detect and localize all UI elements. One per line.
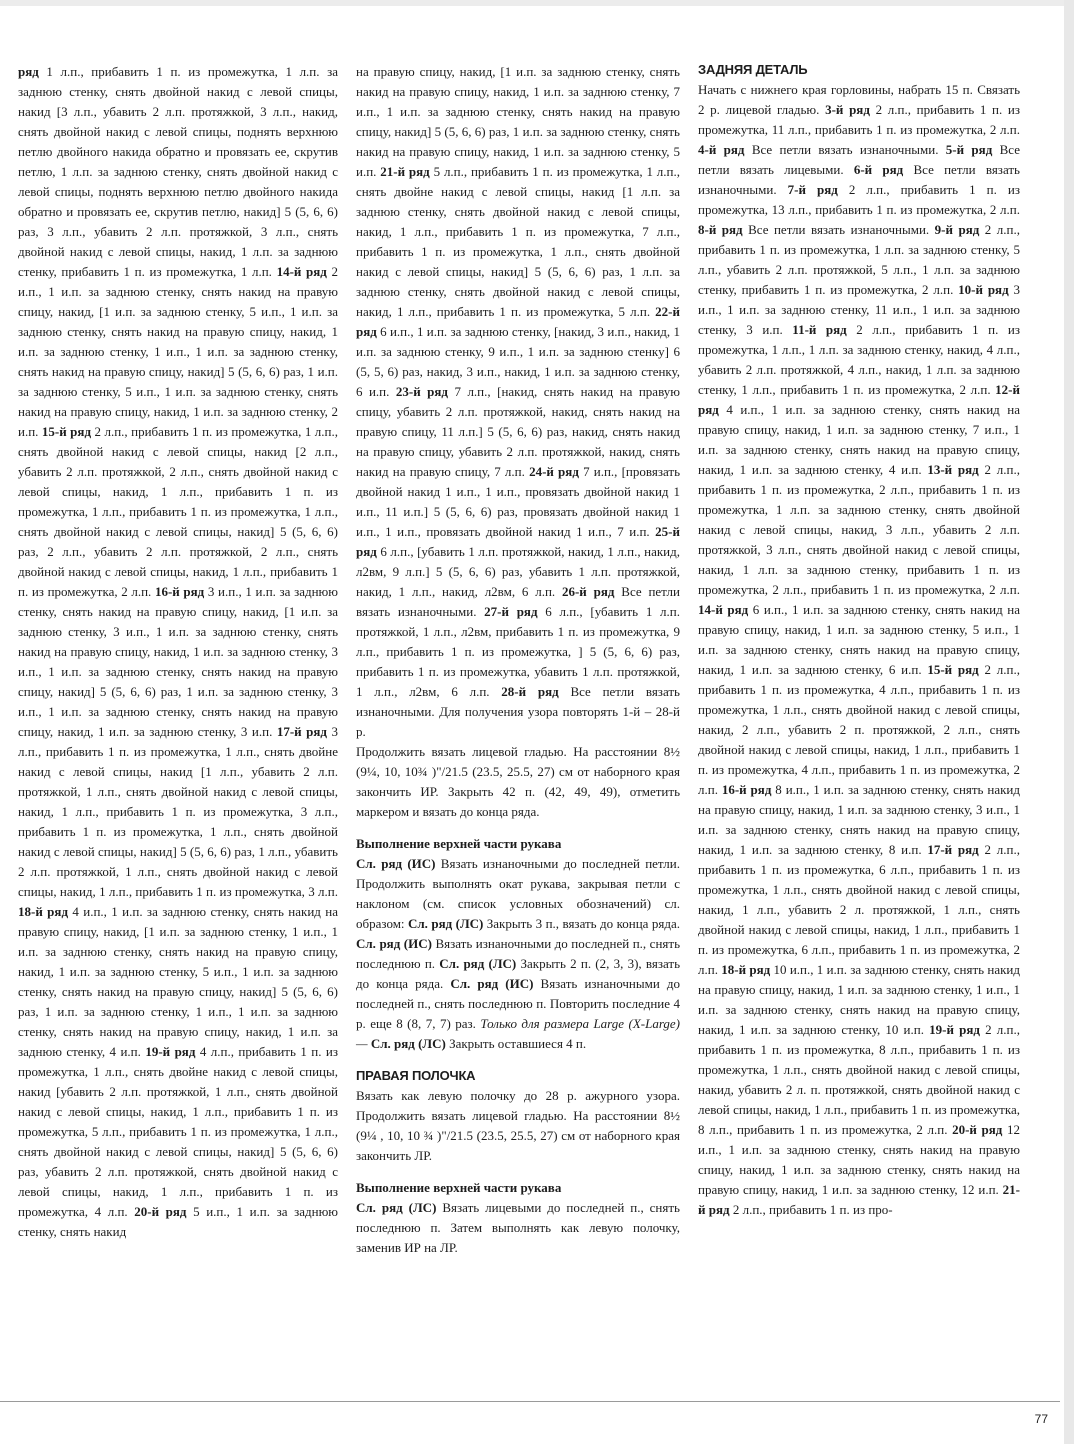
row-label: 19-й ряд — [929, 1022, 980, 1037]
row-label: 15-й ряд — [41, 424, 92, 439]
instruction-text: 12 и.п., 1 и.п. за заднюю стенку, снять накид на правую спицу, накид, 1 и.п. за заднюю стенку, снять накид на правую спицу, накид, 1 и.п. за заднюю стенку, 12 и.п. — [698, 1122, 1020, 1197]
back-piece-paragraph — [698, 80, 1020, 1220]
instruction-text: 6 и.п., 1 и.п. за заднюю стенку, снять накид на правую спицу, накид, 1 и.п. за заднюю стенку, 5 и.п., 1 и.п. за заднюю стенку, снять накид на правую спицу, накид, 1 и.п. за заднюю стенку, 6 и.п. — [698, 602, 1020, 677]
instruction-text: Начать с нижнего края горловины, набрать 15 п. Связать 2 р. лицевой гладью. — [698, 82, 1020, 117]
row-label: Сл. ряд (ИС) — [450, 976, 534, 991]
instruction-text: 2 л.п., прибавить 1 п. из промежутка, 1 л.п., 1 л.п. за заднюю стенку, накид, 4 л.п., убавить 2 л.п. протяжкой, 4 л.п., накид, 1 л.п. за заднюю стенку, 1 л.п., прибавить 1 п. из промежутка, 2 л.п. — [698, 322, 1020, 397]
row-label: 17-й ряд — [927, 842, 979, 857]
instruction-text: 6 л.п., [убавить 1 л.п. протяжкой, 1 л.п., л2вм, прибавить 1 п. из промежутка, 9 л.п., прибавить 1 п. из промежутка, ] 5 (5, 6, 6) раз, прибавить 1 п. из промежутка, убавить 1 л.п. протяжкой, 1 л.п., л2вм, 6 л.п. — [356, 604, 680, 699]
instruction-text: Вязать изнаночными до последней петли. Продолжить выполнять окат рукава, закрывая петли с наклоном (см. список условных обозначений) сл. образом: — [356, 856, 680, 931]
instruction-text: на правую спицу, накид, [1 и.п. за заднюю стенку, снять накид на правую спицу, накид, 1 и.п. за заднюю стенку, 7 и.п., 1 и.п. за заднюю стенку, снять накид на правую спицу, накид] 5 (5, 6, 6) раз, 1 и.п. за заднюю стенку, снять накид на правую спицу, накид, 1 и.п. за заднюю стенку, 5 и.п. — [356, 64, 680, 179]
instruction-text: 2 л.п., прибавить 1 п. из промежутка, 1 л.п., снять двойной накид с левой спицы, накид [2 л.п., убавить 2 л.п. протяжкой, 2 л.п., снять двойной накид с левой спицы, накид, 1 л.п., прибавить 1 п. из промежутка, 1 л.п., прибавить 1 п. из промежутка, 1 л.п., снять двойной накид с левой спицы, накид] 5 (5, 6, 6) раз, 2 л.п., убавить 2 л.п. протяжкой, 2 л.п., снять двойной накид с левой спицы, накид, 1 л.п., прибавить 1 п. из промежутка, 2 л.п. — [18, 424, 338, 599]
instruction-text: 3 и.п., 1 и.п. за заднюю стенку, 11 и.п., 1 и.п. за заднюю стенку, 3 и.п. — [698, 282, 1021, 337]
row-label: 14-й ряд — [698, 602, 749, 617]
row-label: 21-й ряд — [698, 1182, 1020, 1217]
row-label: 24-й ряд — [529, 464, 579, 479]
row-label: 18-й ряд — [721, 962, 771, 977]
instruction-text: 3 л.п., прибавить 1 п. из промежутка, 1 л.п., снять двойне накид с левой спицы, накид [1 л.п., убавить 2 л.п. протяжкой, 1 л.п., снять двойной накид с левой спицы, накид, 1 л.п., прибавить 1 п. из промежутка, 3 л.п., прибавить 1 п. из промежутка, 1 л.п., снять двойной накид с левой спицы, накид] 5 (5, 6, 6) раз, 1 л.п., убавить 2 л.п. протяжкой, 1 л.п., снять двойной накид с левой спицы, накид, 1 л.п., прибавить 1 п. из промежутка, 3 л.п. — [18, 724, 338, 899]
row-label: 14-й ряд — [276, 264, 327, 279]
row-label: Сл. ряд (ЛС) — [439, 956, 517, 971]
row-label: Сл. ряд (ЛС) — [407, 916, 484, 931]
row-label: 26-й ряд — [561, 584, 615, 599]
row-label: 28-й ряд — [501, 684, 559, 699]
instruction-text: 10 и.п., 1 и.п. за заднюю стенку, снять накид на правую спицу, накид, 1 и.п. за заднюю стенку, 1 и.п., 1 и.п. за заднюю стенку, снять накид на правую спицу, накид, 1 и.п. за заднюю стенку, 10 и.п. — [698, 962, 1020, 1037]
instruction-text: Вязать изнаночными до последней п., снять последнюю п. — [356, 936, 680, 971]
instruction-text: 2 л.п., прибавить 1 п. из промежутка, 13 л.п., прибавить 1 п. из промежутка, 2 л.п. — [698, 182, 1020, 217]
row-label: 20-й ряд — [952, 1122, 1003, 1137]
instruction-text: 2 л.п., прибавить 1 п. из промежутка, 8 л.п., прибавить 1 п. из промежутка, 1 л.п., снять двойной накид с левой спицы, накид, убавить 2 л. п. протяжкой, снять двойной накид с левой спицы, накид, 1 л.п., прибавить 1 п. из промежутка, 8 л.п., прибавить 1 п. из промежутка, 2 л.п. — [698, 1022, 1020, 1137]
instruction-text: 4 л.п., прибавить 1 п. из промежутка, 1 л.п., снять двойне накид с левой спицы, накид [убавить 2 л.п. протяжкой, 1 л.п., снять двойной накид с левой спицы, накид, 1 л.п., прибавить 1 п. из промежутка, 5 л.п., прибавить 1 п. из промежутка, 1 л.п., снять двойной накид с левой спицы, накид] 5 (5, 6, 6) раз, убавить 2 л.п. протяжкой, снять двойной накид с левой спицы, накид, 1 л.п., прибавить 1 п. из промежутка, 4 л.п. — [18, 1044, 338, 1219]
text-column-2 — [356, 62, 680, 1258]
row-label: Сл. ряд (ИС) — [356, 856, 436, 871]
instruction-text: 2 л.п., прибавить 1 п. из промежутка, 4 л.п., прибавить 1 п. из промежутка, 1 л.п., снять двойной накид с левой спицы, накид, 2 л.п., убавить 2 п. протяжкой, 2 л.п., снять двойной накид с левой спицы, накид, 1 л.п., прибавить 1 п. из промежутка, 4 л.п., прибавить 1 п. из промежутка, 2 л.п. — [698, 662, 1020, 797]
row-label: 10-й ряд — [958, 282, 1009, 297]
instruction-text: Все петли вязать изнаночными. — [744, 142, 946, 157]
continue-paragraph: Продолжить вязать лицевой гладью. На расстоянии 8½ (9¼, 10, 10¾ )"/21.5 (23.5, 25.5, 27) см от наборного края закончить ИР. Закрыть 42 п. (42, 49, 49), отметить маркером и вязать до конца ряда. — [356, 744, 680, 819]
row-label: 7-й ряд — [787, 182, 838, 197]
sleeve-paragraph-2 — [356, 1198, 680, 1258]
row-label: 25-й ряд — [356, 524, 680, 559]
row-label: 15-й ряд — [927, 662, 979, 677]
back-piece-title: ЗАДНЯЯ ДЕТАЛЬ — [698, 62, 808, 77]
instruction-text: 2 л.п., прибавить 1 п. из промежутка, 6 л.п., прибавить 1 п. из промежутка, 1 л.п., снять двойной накид с левой спицы, накид, 1 л.п., убавить 2 л. протяжкой, 1 л.п., снять двойной накид с левой спицы, накид, 1 л.п., прибавить 1 п. из промежутка, 6 л.п., прибавить 1 п. из промежутка, 2 л.п. — [698, 842, 1020, 977]
right-front-paragraph: Вязать как левую полочку до 28 р. ажурного узора. Продолжить вязать лицевой гладью. На расстоянии 8½ (9¼ , 10, 10 ¾ )"/21.5 (23.5, 25.5, 27) см от наборного края закончить ЛР. — [356, 1088, 680, 1163]
instruction-text: 5 и.п., 1 и.п. за заднюю стенку, снять накид — [18, 1204, 338, 1239]
row-label: 3-й ряд — [825, 102, 870, 117]
row-label: 5-й ряд — [945, 142, 993, 157]
instruction-text: Все петли вязать изнаночными. — [356, 584, 680, 619]
row-label: 19-й ряд — [145, 1044, 196, 1059]
instruction-text: 4 и.п., 1 и.п. за заднюю стенку, снять накид на правую спицу, накид, [1 и.п. за заднюю стенку, 1 и.п., 1 и.п. за заднюю стенку, снять накид на правую спицу, накид, 1 и.п. за заднюю стенку, 5 и.п., 1 и.п. за заднюю стенку, снять накид на правую спицу, накид] 5 (5, 6, 6) раз, 1 и.п. за заднюю стенку, 1 и.п., 1 и.п. за заднюю стенку, снять накид на правую спицу, накид, 1 и.п. за заднюю стенку, 4 и.п. — [18, 904, 338, 1059]
row-label: 21-й ряд — [380, 164, 430, 179]
instruction-text: Вязать лицевыми до последней п., снять последнюю п. Затем выполнять как левую полочку, заменив ИР на ЛР. — [356, 1200, 680, 1255]
row-label: ряд — [18, 64, 39, 79]
instruction-text: Вязать изнаночными до последней п., снять последнюю п. Повторить последние 4 р. еще 8 (8, 7, 7) раз. — [356, 976, 680, 1031]
row-label: Сл. ряд (ИС) — [356, 936, 432, 951]
row-label: 16-й ряд — [721, 782, 772, 797]
row-label: 22-й ряд — [356, 304, 680, 339]
instruction-text: Все петли вязать изнаночными. — [742, 222, 935, 237]
text-column-1 — [18, 62, 338, 1242]
sleeve-top-title: Выполнение верхней части рукава — [356, 836, 562, 851]
instruction-text: 7 и.п., [провязать двойной накид 1 и.п., 1 и.п., провязать двойной накид 1 и.п., 11 и.п.] 5 (5, 6, 6) раз, провязать двойной накид 1 и.п., 1 и.п., провязать двойной накид 1 и.п., 7 и.п. — [356, 464, 681, 539]
row-label: Сл. ряд (ЛС) — [370, 1036, 446, 1051]
row-label: 11-й ряд — [792, 322, 847, 337]
pattern-paragraph — [18, 62, 338, 1242]
row-label: 18-й ряд — [18, 904, 69, 919]
row-label: 4-й ряд — [698, 142, 745, 157]
instruction-text: Закрыть 2 п. (2, 3, 3), вязать до конца ряда. — [356, 956, 680, 991]
instruction-text: 5 л.п., прибавить 1 п. из промежутка, 1 л.п., снять двойне накид с левой спицы, накид [1 л.п. за заднюю стенку, снять двойной накид с левой спицы, накид, 1 л.п., прибавить 1 п. из промежутка, 7 л.п., прибавить 1 п. из промежутка, 1 л.п., снять двойной накид с левой спицы, накид] 5 (5, 6, 6) раз, 1 л.п. за заднюю стенку, снять двойной накид с левой спицы, накид, 1 л.п., прибавить 1 п. из промежутка, 5 л.п. — [356, 164, 680, 319]
row-label: Сл. ряд (ЛС) — [356, 1200, 437, 1215]
row-label: 8-й ряд — [698, 222, 743, 237]
page-top-edge — [0, 0, 1074, 6]
instruction-text: 1 л.п., прибавить 1 п. из промежутка, 1 л.п. за заднюю стенку, снять двойной накид с левой спицы, накид [3 л.п., убавить 2 л.п. протяжкой, 3 л.п., накид, снять двойной накид с левой спицы, поднять верхнюю петлю двойного накида обратно и провязать ее, скрутив петлю, 1 л.п. за заднюю стенку, снять двойной накид с левой спицы, поднять верхнюю петлю двойного накида обратно и провязать ее, скрутив петлю, накид] 5 (5, 6, 6) раз, 3 л.п., убавить 2 л.п. протяжкой, 3 л.п., снять двойной накид с левой спицы, накид, 1 л.п. за заднюю стенку, прибавить 1 п. из промежутка, 1 л.п. — [18, 64, 338, 279]
text-column-3 — [698, 60, 1020, 1220]
instruction-text: 4 и.п., 1 и.п. за заднюю стенку, снять накид на правую спицу, накид, 1 и.п. за заднюю стенку, 7 и.п., 1 и.п. за заднюю стенку, снять накид на правую спицу, накид, 1 и.п. за заднюю стенку, 4 и.п. — [698, 402, 1020, 477]
page-right-edge — [1064, 0, 1074, 1444]
instruction-text: 6 и.п., 1 и.п. за заднюю стенку, [накид, 3 и.п., накид, 1 и.п. за заднюю стенку, 9 и.п., 1 и.п. за заднюю стенку] 6 (5, 5, 6) раз, накид, 3 и.п., накид, 1 и.п. за заднюю стенку, 6 и.п. — [356, 324, 680, 399]
instruction-text: 2 л.п., прибавить 1 п. из промежутка, 2 л.п., прибавить 1 п. из промежутка, 1 л.п. за заднюю стенку, снять двойной накид с левой спицы, накид, 3 л.п., убавить 2 л.п. протяжкой, 3 л.п., снять двойной накид с левой спицы, накид, 1 л.п. за заднюю стенку, прибавить 1 п. из промежутка, 2 л.п., прибавить 1 п. из промежутка, 2 л.п. — [698, 462, 1020, 597]
row-label: 16-й ряд — [154, 584, 205, 599]
sleeve-paragraph — [356, 854, 680, 1054]
instruction-text: Закрыть 3 п., вязать до конца ряда. — [483, 916, 680, 931]
row-label: 12-й ряд — [698, 382, 1020, 417]
instruction-text: 2 и.п., 1 и.п. за заднюю стенку, снять накид на правую спицу, накид, [1 и.п. за заднюю стенку, 5 и.п., 1 и.п. за заднюю стенку, снять накид на правую спицу, накид, 1 и.п. за заднюю стенку, 1 и.п., 1 и.п. за заднюю стенку, снять накид на правую спицу, накид] 5 (5, 6, 6) раз, 1 и.п. за заднюю стенку, 5 и.п., 1 и.п. за заднюю стенку, снять накид на правую спицу, накид, 1 и.п. за заднюю стенку, 2 и.п. — [18, 264, 339, 439]
row-label: 13-й ряд — [927, 462, 979, 477]
instruction-text: 2 л.п., прибавить 1 п. из про- — [729, 1202, 893, 1217]
footer-rule — [0, 1401, 1060, 1402]
right-front-title: ПРАВАЯ ПОЛОЧКА — [356, 1068, 476, 1083]
instruction-text: Закрыть оставшиеся 4 п. — [445, 1036, 587, 1051]
row-label: 23-й ряд — [395, 384, 448, 399]
row-label: 6-й ряд — [853, 162, 904, 177]
instruction-text: Все петли вязать изнаночными. — [698, 162, 1020, 197]
row-label: 9-й ряд — [934, 222, 980, 237]
row-label: 17-й ряд — [276, 724, 327, 739]
instruction-text: 2 л.п., прибавить 1 п. из промежутка, 1 л.п. за заднюю стенку, 5 л.п., убавить 2 л.п. протяжкой, 5 л.п., 1 л.п. за заднюю стенку, прибавить 1 п. из промежутка, 2 л.п. — [698, 222, 1020, 297]
page-number: 77 — [1034, 1412, 1048, 1426]
row-label: 27-й ряд — [484, 604, 538, 619]
instruction-text: 8 и.п., 1 и.п. за заднюю стенку, снять накид на правую спицу, накид, 1 и.п. за заднюю стенку, 3 и.п., 1 и.п. за заднюю стенку, снять накид на правую спицу, накид, 1 и.п. за заднюю стенку, 8 и.п. — [698, 782, 1020, 857]
italic-note: Только для размера Large (X-Large) — — [356, 1016, 680, 1051]
instruction-text: 7 л.п., [накид, снять накид на правую спицу, убавить 2 л.п. протяжкой, накид, снять накид на правую спицу, 11 л.п.] 5 (5, 6, 6) раз, накид, снять накид на правую спицу, убавить 2 л.п. протяжкой, накид, снять накид на правую спицу, 7 л.п. — [356, 384, 680, 479]
sleeve-top-title-2: Выполнение верхней части рукава — [356, 1180, 562, 1195]
instruction-text: 2 л.п., прибавить 1 п. из промежутка, 11 л.п., прибавить 1 п. из промежутка, 2 л.п. — [698, 102, 1020, 137]
row-label: 20-й ряд — [134, 1204, 187, 1219]
instruction-text: Все петли вязать лицевыми. — [698, 142, 1020, 177]
instruction-text: 6 л.п., [убавить 1 л.п. протяжкой, накид, 1 л.п., накид, л2вм, 9 л.п.] 5 (5, 6, 6) раз, убавить 1 л.п. протяжкой, накид, 1 л.п., накид, л2вм, 6 л.п. — [356, 544, 680, 599]
instruction-text: 3 и.п., 1 и.п. за заднюю стенку, снять накид на правую спицу, накид, [1 и.п. за заднюю стенку, 3 и.п., 1 и.п. за заднюю стенку, снять накид на правую спицу, накид, 1 и.п. за заднюю стенку, 3 и.п., 1 и.п. за заднюю стенку, снять накид на правую спицу, накид] 5 (5, 6, 6) раз, 1 и.п. за заднюю стенку, 3 и.п., 1 и.п. за заднюю стенку, снять накид на правую спицу, накид, 1 и.п. за заднюю стенку, 3 и.п. — [18, 584, 338, 739]
instruction-text: Все петли вязать изнаночными. Для получения узора повторять 1-й – 28-й р. — [356, 684, 680, 739]
pattern-paragraph — [356, 62, 680, 742]
